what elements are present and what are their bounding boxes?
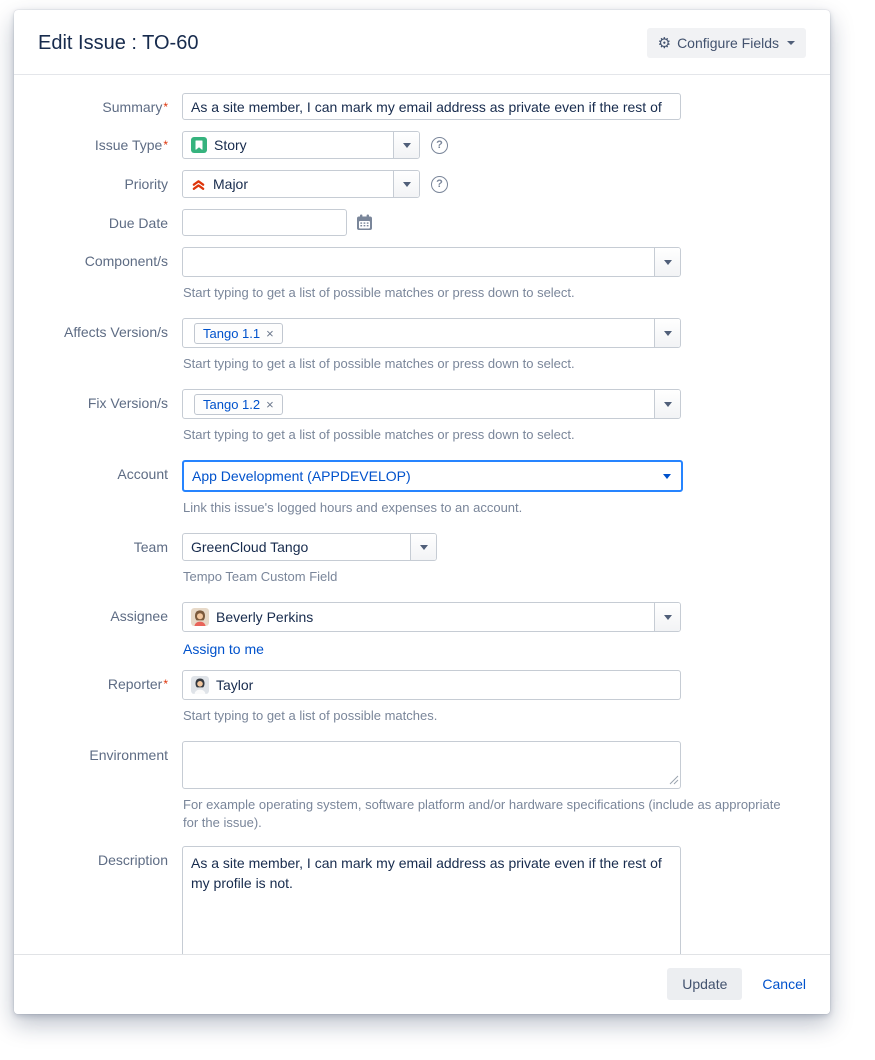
gear-icon: ⚙ (657, 34, 672, 52)
configure-fields-button[interactable] (647, 28, 806, 58)
reporter-avatar (191, 676, 209, 694)
components-helper-text: Start typing to get a list of possible matches or press down to select. (183, 285, 575, 300)
configure-fields-label: Configure Fields (677, 35, 779, 51)
priority-label: Priority (124, 176, 168, 192)
reporter-value: Taylor (216, 677, 254, 693)
edit-issue-form (14, 75, 830, 954)
affects-versions-select[interactable] (182, 318, 681, 348)
update-button[interactable]: Update (667, 968, 742, 1000)
affects-versions-label: Affects Version/s (63, 324, 168, 340)
field-row-summary (14, 93, 806, 120)
chevron-down-icon (787, 41, 795, 45)
account-select[interactable] (182, 460, 683, 492)
field-row-reporter (14, 670, 806, 741)
remove-tag-icon[interactable]: × (266, 325, 274, 341)
issue-type-select[interactable] (182, 131, 420, 159)
account-helper-text: Link this issue's logged hours and expenses to an account. (183, 500, 523, 515)
assignee-select[interactable] (182, 602, 681, 632)
account-dropdown-button[interactable] (653, 462, 681, 490)
issue-type-label: Issue Type (94, 137, 163, 153)
remove-tag-icon[interactable]: × (266, 396, 274, 412)
dialog-footer (14, 954, 830, 1014)
environment-label: Environment (89, 747, 168, 763)
chevron-down-icon (420, 545, 428, 550)
assignee-label: Assignee (110, 608, 168, 624)
required-asterisk: * (163, 100, 168, 114)
field-row-fix-versions (14, 389, 806, 460)
fix-versions-helper-text: Start typing to get a list of possible matches or press down to select. (183, 427, 575, 442)
account-label: Account (117, 466, 168, 482)
chevron-down-icon (403, 182, 411, 187)
chevron-down-icon (403, 143, 411, 148)
issue-type-help-icon[interactable]: ? (431, 137, 448, 154)
field-row-assignee (14, 602, 806, 670)
chevron-down-icon (664, 402, 672, 407)
priority-help-icon[interactable]: ? (431, 176, 448, 193)
cancel-link[interactable]: Cancel (762, 976, 806, 992)
issue-type-dropdown-button[interactable] (393, 132, 419, 158)
environment-helper-text: For example operating system, software platform and/or hardware specifications (include as appropriate for the issue). (183, 797, 781, 830)
components-select[interactable] (182, 247, 681, 277)
environment-textarea[interactable] (182, 741, 681, 789)
chevron-down-icon (664, 331, 672, 336)
assign-to-me-link[interactable]: Assign to me (183, 641, 264, 657)
account-value: App Development (APPDEVELOP) (192, 468, 411, 484)
calendar-icon[interactable] (355, 213, 374, 232)
field-row-issue-type (14, 131, 806, 159)
priority-value: Major (213, 176, 249, 192)
team-label: Team (133, 539, 168, 555)
page-title: Edit Issue : TO-60 (38, 31, 199, 54)
reporter-field[interactable] (182, 670, 681, 700)
fix-versions-label: Fix Version/s (87, 395, 168, 411)
due-date-label: Due Date (108, 215, 168, 231)
assignee-avatar (191, 608, 209, 626)
chevron-down-icon (664, 615, 672, 620)
due-date-input[interactable] (182, 209, 347, 236)
affects-versions-helper-text: Start typing to get a list of possible matches or press down to select. (183, 356, 575, 371)
assignee-value: Beverly Perkins (216, 609, 314, 625)
team-select[interactable] (182, 533, 437, 561)
required-asterisk: * (163, 138, 168, 152)
field-row-affects-versions (14, 318, 806, 389)
chevron-down-icon (664, 260, 672, 265)
affects-versions-dropdown-button[interactable] (654, 319, 680, 347)
chevron-down-icon (663, 474, 671, 479)
field-row-due-date (14, 209, 806, 236)
priority-dropdown-button[interactable] (393, 171, 419, 197)
field-row-components (14, 247, 806, 318)
fix-versions-dropdown-button[interactable] (654, 390, 680, 418)
version-tag[interactable]: Tango 1.1 × (194, 323, 283, 344)
field-row-description (14, 846, 806, 954)
team-value: GreenCloud Tango (191, 539, 309, 555)
field-row-priority (14, 170, 806, 198)
field-row-environment (14, 741, 806, 846)
description-textarea[interactable] (182, 846, 681, 954)
field-row-team (14, 533, 806, 602)
assignee-dropdown-button[interactable] (654, 603, 680, 631)
required-asterisk: * (163, 677, 168, 691)
components-label: Component/s (84, 253, 168, 269)
story-icon (191, 137, 207, 153)
reporter-helper-text: Start typing to get a list of possible matches. (183, 708, 438, 723)
components-dropdown-button[interactable] (654, 248, 680, 276)
summary-label: Summary (102, 99, 163, 115)
priority-select[interactable] (182, 170, 420, 198)
field-row-account (14, 460, 806, 533)
issue-type-value: Story (214, 137, 247, 153)
dialog-header (14, 10, 830, 75)
description-label: Description (97, 852, 168, 868)
team-helper-text: Tempo Team Custom Field (183, 569, 338, 584)
summary-input[interactable] (182, 93, 681, 120)
version-tag[interactable]: Tango 1.2 × (194, 394, 283, 415)
fix-versions-select[interactable] (182, 389, 681, 419)
priority-major-icon (191, 177, 206, 192)
reporter-label: Reporter (107, 676, 163, 692)
team-dropdown-button[interactable] (410, 534, 436, 560)
edit-issue-dialog (14, 10, 830, 1014)
